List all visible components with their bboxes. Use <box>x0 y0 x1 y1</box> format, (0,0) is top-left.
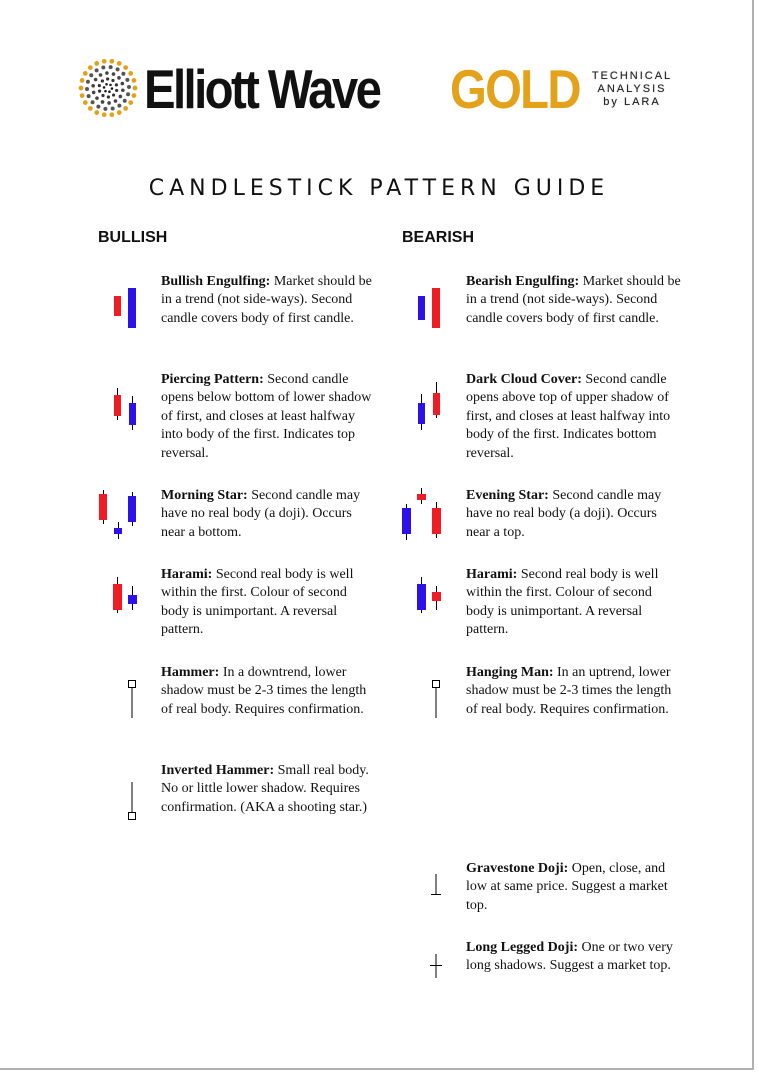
pattern-entry <box>466 566 681 640</box>
logo-wordmark: Elliott Wave <box>144 58 380 120</box>
pattern-entry <box>466 487 681 542</box>
bullish-heading: BULLISH <box>98 229 168 246</box>
gravestone-doji-icon <box>428 872 444 898</box>
pattern-name: Bullish Engulfing: <box>161 274 271 289</box>
pattern-description: Second real body is well within the first. Colour of second body is unimportant. A reversal pattern. <box>161 567 354 638</box>
hammer-icon <box>124 676 140 720</box>
inverted-hammer-icon <box>124 780 140 824</box>
pattern-name: Harami: <box>466 567 518 582</box>
pattern-name: Hanging Man: <box>466 665 554 680</box>
bullish-harami-icon <box>108 575 142 617</box>
evening-star-icon <box>398 486 444 542</box>
logo <box>78 56 688 122</box>
pattern-entry <box>466 939 681 976</box>
pattern-description: Second candle may have no real body (a doji). Occurs near a bottom. <box>161 488 361 540</box>
pattern-entry <box>161 487 376 542</box>
pattern-entry <box>466 273 681 328</box>
page-title: CANDLESTICK PATTERN GUIDE <box>148 176 610 201</box>
pattern-entry <box>161 762 376 817</box>
pattern-entry <box>161 664 376 719</box>
pattern-entry <box>161 273 376 328</box>
bearish-harami-icon <box>412 575 446 617</box>
pattern-name: Evening Star: <box>466 488 549 503</box>
pattern-description: Second candle may have no real body (a doji). Occurs near a top. <box>466 488 662 540</box>
logo-gold-wordmark: GOLD <box>450 58 580 120</box>
pattern-name: Inverted Hammer: <box>161 763 275 778</box>
dark-cloud-cover-icon <box>412 380 446 432</box>
pattern-name: Gravestone Doji: <box>466 861 569 876</box>
bullish-engulfing-icon <box>108 284 142 334</box>
pattern-entry <box>161 371 376 463</box>
pattern-name: Piercing Pattern: <box>161 372 264 387</box>
pattern-description: Second candle opens above top of upper shadow of first, and closes at least halfway into body of the first. Indicates bottom reversal. <box>466 372 671 461</box>
pattern-name: Dark Cloud Cover: <box>466 372 582 387</box>
pattern-description: Small real body. No or little lower shadow. Requires confirmation. (AKA a shooting star.) <box>161 763 369 815</box>
bearish-heading: BEARISH <box>402 229 475 246</box>
bearish-engulfing-icon <box>412 284 446 334</box>
pattern-description: Open, close, and low at same price. Suggest a market top. <box>466 861 668 913</box>
pattern-description: Second candle opens below bottom of lower shadow of first, and closes at least halfway into body of the first. Indicates top reversal. <box>161 372 372 461</box>
pattern-description: Market should be in a trend (not side-ways). Second candle covers body of first candle. <box>161 274 372 326</box>
pattern-name: Morning Star: <box>161 488 248 503</box>
hanging-man-icon <box>428 676 444 720</box>
pattern-description: Market should be in a trend (not side-ways). Second candle covers body of first candle. <box>466 274 681 326</box>
pattern-description: One or two very long shadows. Suggest a market top. <box>466 940 673 974</box>
pattern-name: Long Legged Doji: <box>466 940 578 955</box>
wave-seal-icon <box>78 58 138 118</box>
pattern-description: In an uptrend, lower shadow must be 2-3 times the length of real body. Requires confirmation. <box>466 665 672 717</box>
pattern-name: Harami: <box>161 567 213 582</box>
pattern-entry <box>466 371 681 463</box>
logo-tagline: TECHNICAL ANALYSIS by LARA <box>591 70 673 108</box>
pattern-name: Bearish Engulfing: <box>466 274 580 289</box>
pattern-entry <box>161 566 376 640</box>
long-legged-doji-icon <box>428 952 444 980</box>
pattern-description: In a downtrend, lower shadow must be 2-3 times the length of real body. Requires confirmation. <box>161 665 367 717</box>
pattern-name: Hammer: <box>161 665 220 680</box>
pattern-entry <box>466 664 681 719</box>
morning-star-icon <box>96 488 142 540</box>
piercing-pattern-icon <box>108 386 142 432</box>
pattern-description: Second real body is well within the first. Colour of second body is unimportant. A reversal pattern. <box>466 567 659 638</box>
pattern-entry <box>466 860 681 915</box>
